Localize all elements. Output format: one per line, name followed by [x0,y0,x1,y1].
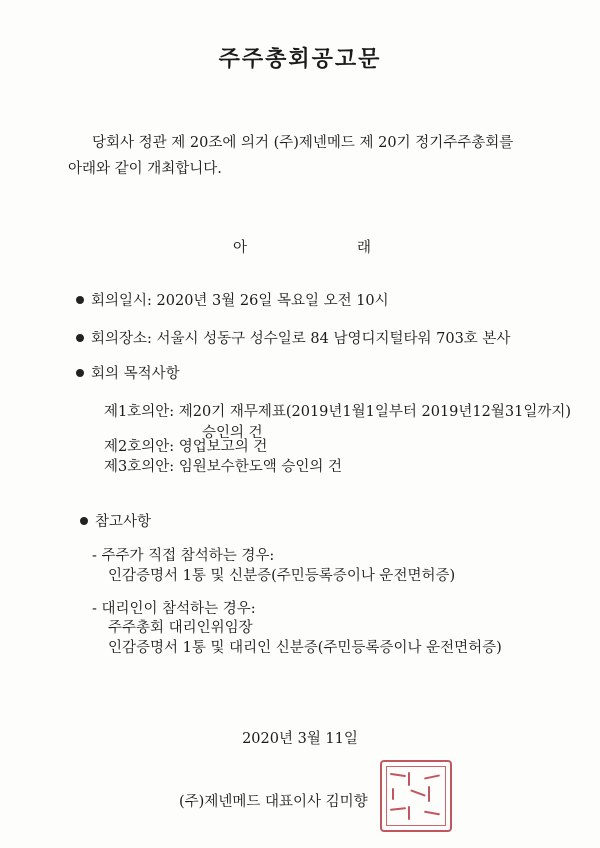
reference-item-1-detail: 인감증명서 1통 및 신분증(주민등록증이나 운전면허증) [108,568,456,584]
meeting-place-text: 회의장소: 서울시 성동구 성수일로 84 남영디지털타워 703호 본사 [91,331,511,347]
agenda-item-2: 제2호의안: 영업보고의 건 [104,439,268,455]
ahrae-left: 아 [233,240,248,256]
intro-line-2: 아래와 같이 개최합니다. [68,161,222,177]
meeting-purpose-heading: 회의 목적사항 [91,366,180,382]
reference-item-2-detail-1: 주주총회 대리인위임장 [108,620,253,636]
company-seal-icon [380,760,452,832]
intro-line-1: 당회사 정관 제 20조에 의거 (주)제넨메드 제 20기 정기주주총회를 [92,135,514,151]
meeting-datetime-text: 회의일시: 2020년 3월 26일 목요일 오전 10시 [91,293,389,309]
bullet-icon [76,296,84,304]
reference-heading: 참고사항 [95,514,152,530]
ahrae-right: 래 [357,240,372,256]
bullet-icon [80,517,88,525]
signature-line: (주)제넨메드 대표이사 김미향 [179,794,368,810]
agenda-item-3: 제3호의안: 임원보수한도액 승인의 건 [104,459,343,475]
notice-date: 2020년 3월 11일 [242,731,358,747]
document-title: 주주총회공고문 [218,46,382,72]
bullet-icon [76,334,84,342]
seal-glyphs [388,768,444,824]
agenda-item-1-cont: 승인의 건 [202,425,263,441]
reference-section [80,510,151,531]
meeting-datetime [76,289,389,310]
reference-item-1: - 주주가 직접 참석하는 경우: [92,548,275,564]
reference-item-2-detail-2: 인감증명서 1통 및 대리인 신분증(주민등록증이나 운전면허증) [108,640,502,656]
meeting-purpose [76,362,180,383]
reference-item-2: - 대리인이 참석하는 경우: [92,601,256,617]
agenda-item-1: 제1호의안: 제20기 재무제표(2019년1월1일부터 2019년12월31일까지) [104,404,571,420]
meeting-place [76,327,510,348]
bullet-icon [76,369,84,377]
